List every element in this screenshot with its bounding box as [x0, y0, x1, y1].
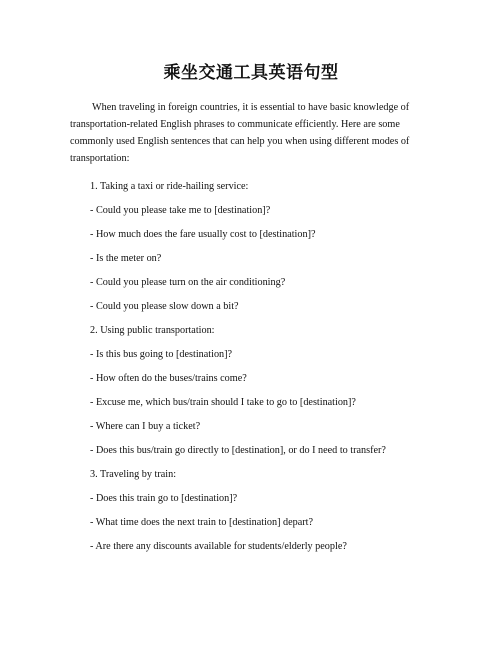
list-item: - Where can I buy a ticket? — [90, 421, 201, 432]
list-item: - Could you please take me to [destination]? — [90, 205, 271, 216]
list-item: - Is the meter on? — [90, 253, 162, 264]
intro-paragraph: When traveling in foreign countries, it is essential to have basic knowledge of transportation-related English phrases to communicate efficiently. Here are some commonly used English sentences that can help you when using different modes of transportation: — [70, 102, 410, 164]
list-item: - How much does the fare usually cost to [destination]? — [90, 229, 316, 240]
list-item: - Could you please turn on the air conditioning? — [90, 277, 286, 288]
list-item: - Does this bus/train go directly to [destination], or do I need to transfer? — [90, 445, 386, 456]
section-heading-public-transport: 2. Using public transportation: — [90, 325, 215, 336]
list-item: - Excuse me, which bus/train should I take to go to [destination]? — [90, 397, 356, 408]
section-heading-train: 3. Traveling by train: — [90, 469, 177, 480]
document-title: 乘坐交通工具英语句型 — [163, 63, 339, 83]
list-item: - Are there any discounts available for students/elderly people? — [90, 541, 347, 552]
list-item: - Could you please slow down a bit? — [90, 301, 239, 312]
section-heading-taxi: 1. Taking a taxi or ride-hailing service: — [90, 181, 249, 192]
list-item: - Is this bus going to [destination]? — [90, 349, 233, 360]
list-item: - Does this train go to [destination]? — [90, 493, 238, 504]
list-item: - How often do the buses/trains come? — [90, 373, 247, 384]
list-item: - What time does the next train to [destination] depart? — [90, 517, 314, 528]
